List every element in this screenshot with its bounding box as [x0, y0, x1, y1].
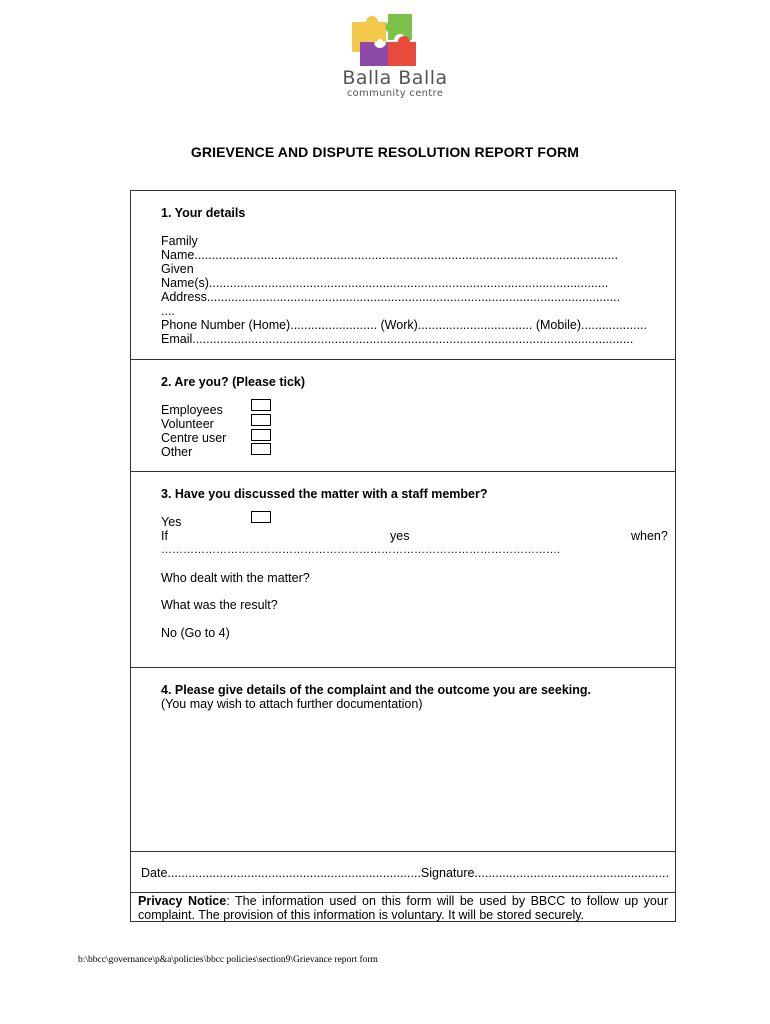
address-field[interactable]: Address.......................................................................................................................: [161, 290, 621, 304]
date-signature-field[interactable]: Date.........................................................................Signature........................................................: [141, 866, 669, 880]
logo: [330, 10, 460, 105]
family-label: Family: [161, 234, 198, 248]
if-label: If: [161, 529, 168, 543]
section-complaint-details[interactable]: [130, 667, 676, 852]
page-title: GRIEVENCE AND DISPUTE RESOLUTION REPORT FORM: [190, 144, 580, 160]
puzzle-logo-icon: [330, 10, 460, 70]
who-dealt-label: Who dealt with the matter?: [161, 571, 310, 585]
option-employees-label: Employees: [161, 403, 223, 417]
section-discussed-matter: [130, 471, 676, 668]
option-centre-user-label: Centre user: [161, 431, 227, 445]
section-4-subtext: (You may wish to attach further documentation): [161, 697, 423, 711]
yes-label: Yes: [161, 515, 182, 529]
volunteer-checkbox[interactable]: [251, 414, 271, 426]
yes-checkbox[interactable]: [251, 511, 271, 523]
yes-when-label: yes: [390, 529, 410, 543]
section-your-details: [130, 190, 676, 360]
no-label: No (Go to 4): [161, 626, 230, 640]
privacy-notice-label: Privacy Notice: [138, 894, 227, 908]
email-field[interactable]: Email...............................................................................................................................: [161, 332, 634, 346]
other-checkbox[interactable]: [251, 443, 271, 455]
phone-field[interactable]: Phone Number (Home)......................... (Work)................................. (Mobile)...................: [161, 318, 647, 332]
option-volunteer-label: Volunteer: [161, 417, 214, 431]
privacy-notice: [130, 892, 676, 922]
section-date-signature: [130, 851, 676, 893]
logo-name: Balla Balla: [342, 67, 448, 89]
section-4-heading: 4. Please give details of the complaint and the outcome you are seeking.: [161, 683, 591, 697]
address-field-continued[interactable]: ....: [161, 304, 175, 318]
result-label: What was the result?: [161, 598, 278, 612]
when-label: when?: [631, 529, 668, 543]
logo-subtitle: community centre: [346, 88, 444, 99]
when-field[interactable]: ……………………………………………………………………………………………….: [161, 544, 561, 556]
privacy-notice-text: : The information used on this form will be used by BBCC to follow up your complaint. The provision of this information is voluntary. It will be stored securely.: [138, 894, 668, 922]
section-are-you: [130, 359, 676, 472]
section-2-heading: 2. Are you? (Please tick): [161, 375, 306, 389]
given-label: Given: [161, 262, 194, 276]
option-other-label: Other: [161, 445, 193, 459]
centre-user-checkbox[interactable]: [251, 429, 271, 441]
section-3-heading: 3. Have you discussed the matter with a staff member?: [161, 487, 488, 501]
given-name-field[interactable]: Name(s)...................................................................................................................: [161, 276, 609, 290]
employees-checkbox[interactable]: [251, 399, 271, 411]
footer-file-path: b:\bbcc\governance\p&a\policies\bbcc policies\section9\Grievance report form: [78, 955, 378, 965]
section-1-heading: 1. Your details: [161, 206, 246, 220]
family-name-field[interactable]: Name..........................................................................................................................: [161, 248, 619, 262]
